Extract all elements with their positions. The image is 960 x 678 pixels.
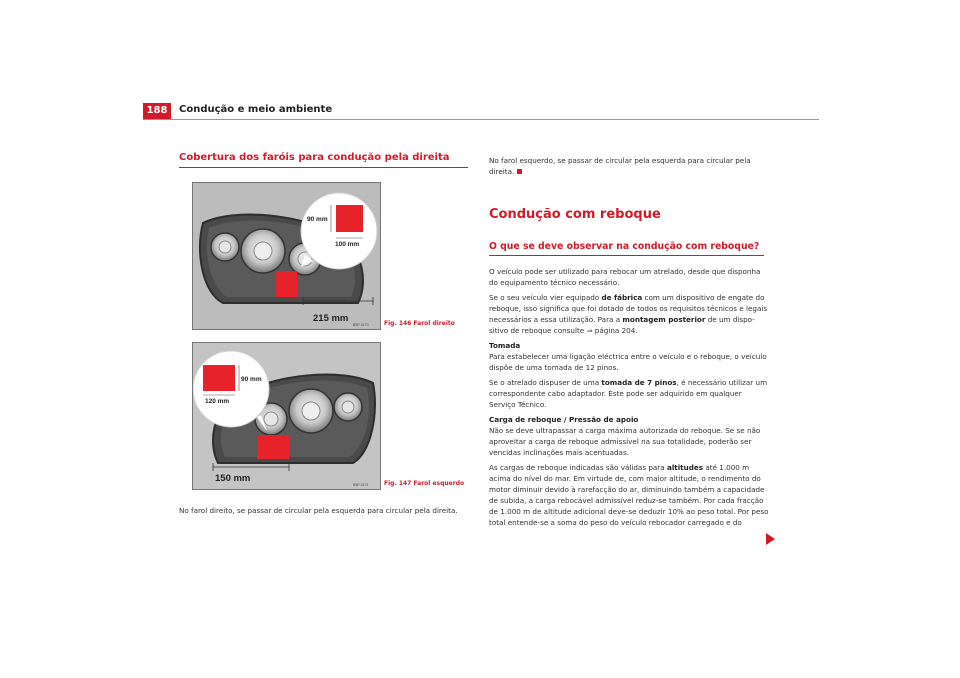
p3: Para estabelecer uma ligação eléctrica entre o veículo e o reboque, o veículo dispõe de uma tomada de 12 pinos. — [489, 352, 767, 372]
fig2-label-distance: 150 mm — [215, 473, 251, 484]
p5: Não se deve ultrapassar a carga máxima autorizada do reboque. Se se não aproveitar a carga de reboque admissível na sua totalidade, poderão ser vencidas inclinações mais acentuadas. — [489, 426, 761, 457]
header-rule — [143, 119, 819, 120]
p4: Se o atrelado dispuser de uma tomada de 7 pinos, é necessário utilizar um correspondente cabo adaptador. Este pode ser adquirido em qualquer Serviço Técnico. — [489, 378, 768, 409]
fig2-code: B5P-0171 — [353, 483, 369, 487]
fig2-label-height: 90 mm — [241, 376, 262, 383]
fig2-label-width: 120 mm — [205, 398, 230, 405]
p6: As cargas de reboque indicadas são válidas para altitudes até 1.000 m acima do nível do mar. Em virtude de, com maior altitude, o rendimento do motor diminuir devido à rarefacção do ar, diminuindo também a capacidade de subida, a carga rebocável admissível reduz-se também. Por cada fracção de 1.000 m de altitude adicional deve-se deduzir 10% ao peso total. Por peso total entende-se a soma do peso do veículo rebocador carregado e do — [489, 463, 769, 527]
right-intro-text: No farol esquerdo, se passar de circular pela esquerda para circular pela direita. — [489, 156, 751, 176]
figure-right-headlight — [192, 182, 381, 330]
section-title: Cobertura dos faróis para condução pela direita — [179, 152, 468, 168]
p4-bold: tomada de 7 pinos — [601, 378, 677, 387]
right-body — [489, 266, 769, 528]
next-page-arrow-icon — [766, 533, 775, 545]
left-paragraph: No farol direito, se passar de circular pela esquerda para circular pela direita. — [179, 506, 458, 515]
fig1-label-width: 100 mm — [335, 241, 360, 248]
fig2-caption: Fig. 147 Farol esquerdo — [384, 480, 465, 487]
p2-bold-2: montagem posterior — [622, 315, 706, 324]
p2-bold-1: de fábrica — [601, 293, 643, 302]
fig1-label-height: 90 mm — [307, 216, 328, 223]
fig1-caption: Fig. 146 Farol direito — [384, 320, 455, 327]
section-subheading: O que se deve observar na condução com reboque? — [489, 241, 764, 256]
end-of-section-icon — [517, 169, 522, 174]
figure-left-headlight — [192, 342, 381, 490]
subhead-carga: Carga de reboque / Pressão de apoio — [489, 415, 639, 424]
chapter-heading: Condução com reboque — [489, 207, 661, 222]
fig1-label-distance: 215 mm — [313, 313, 349, 324]
fig1-code: B5P-0170 — [353, 323, 369, 327]
p1: O veículo pode ser utilizado para rebocar um atrelado, desde que disponha do equipamento técnico necessário. — [489, 267, 761, 287]
p6-bold: altitudes — [666, 463, 704, 472]
p2: Se o seu veículo vier equipado de fábrica com um dispositivo de engate do reboque, isso significa que foi dotado de todos os requisitos técnicos e legais necessários a essa utilização. Para a montagem posterior de um dispo-sitivo de reboque consulte ⇒ página 204. — [489, 293, 768, 335]
right-intro — [489, 155, 764, 177]
chapter-title: Condução e meio ambiente — [179, 104, 333, 115]
subhead-tomada: Tomada — [489, 341, 521, 350]
page-number: 188 — [143, 103, 171, 119]
